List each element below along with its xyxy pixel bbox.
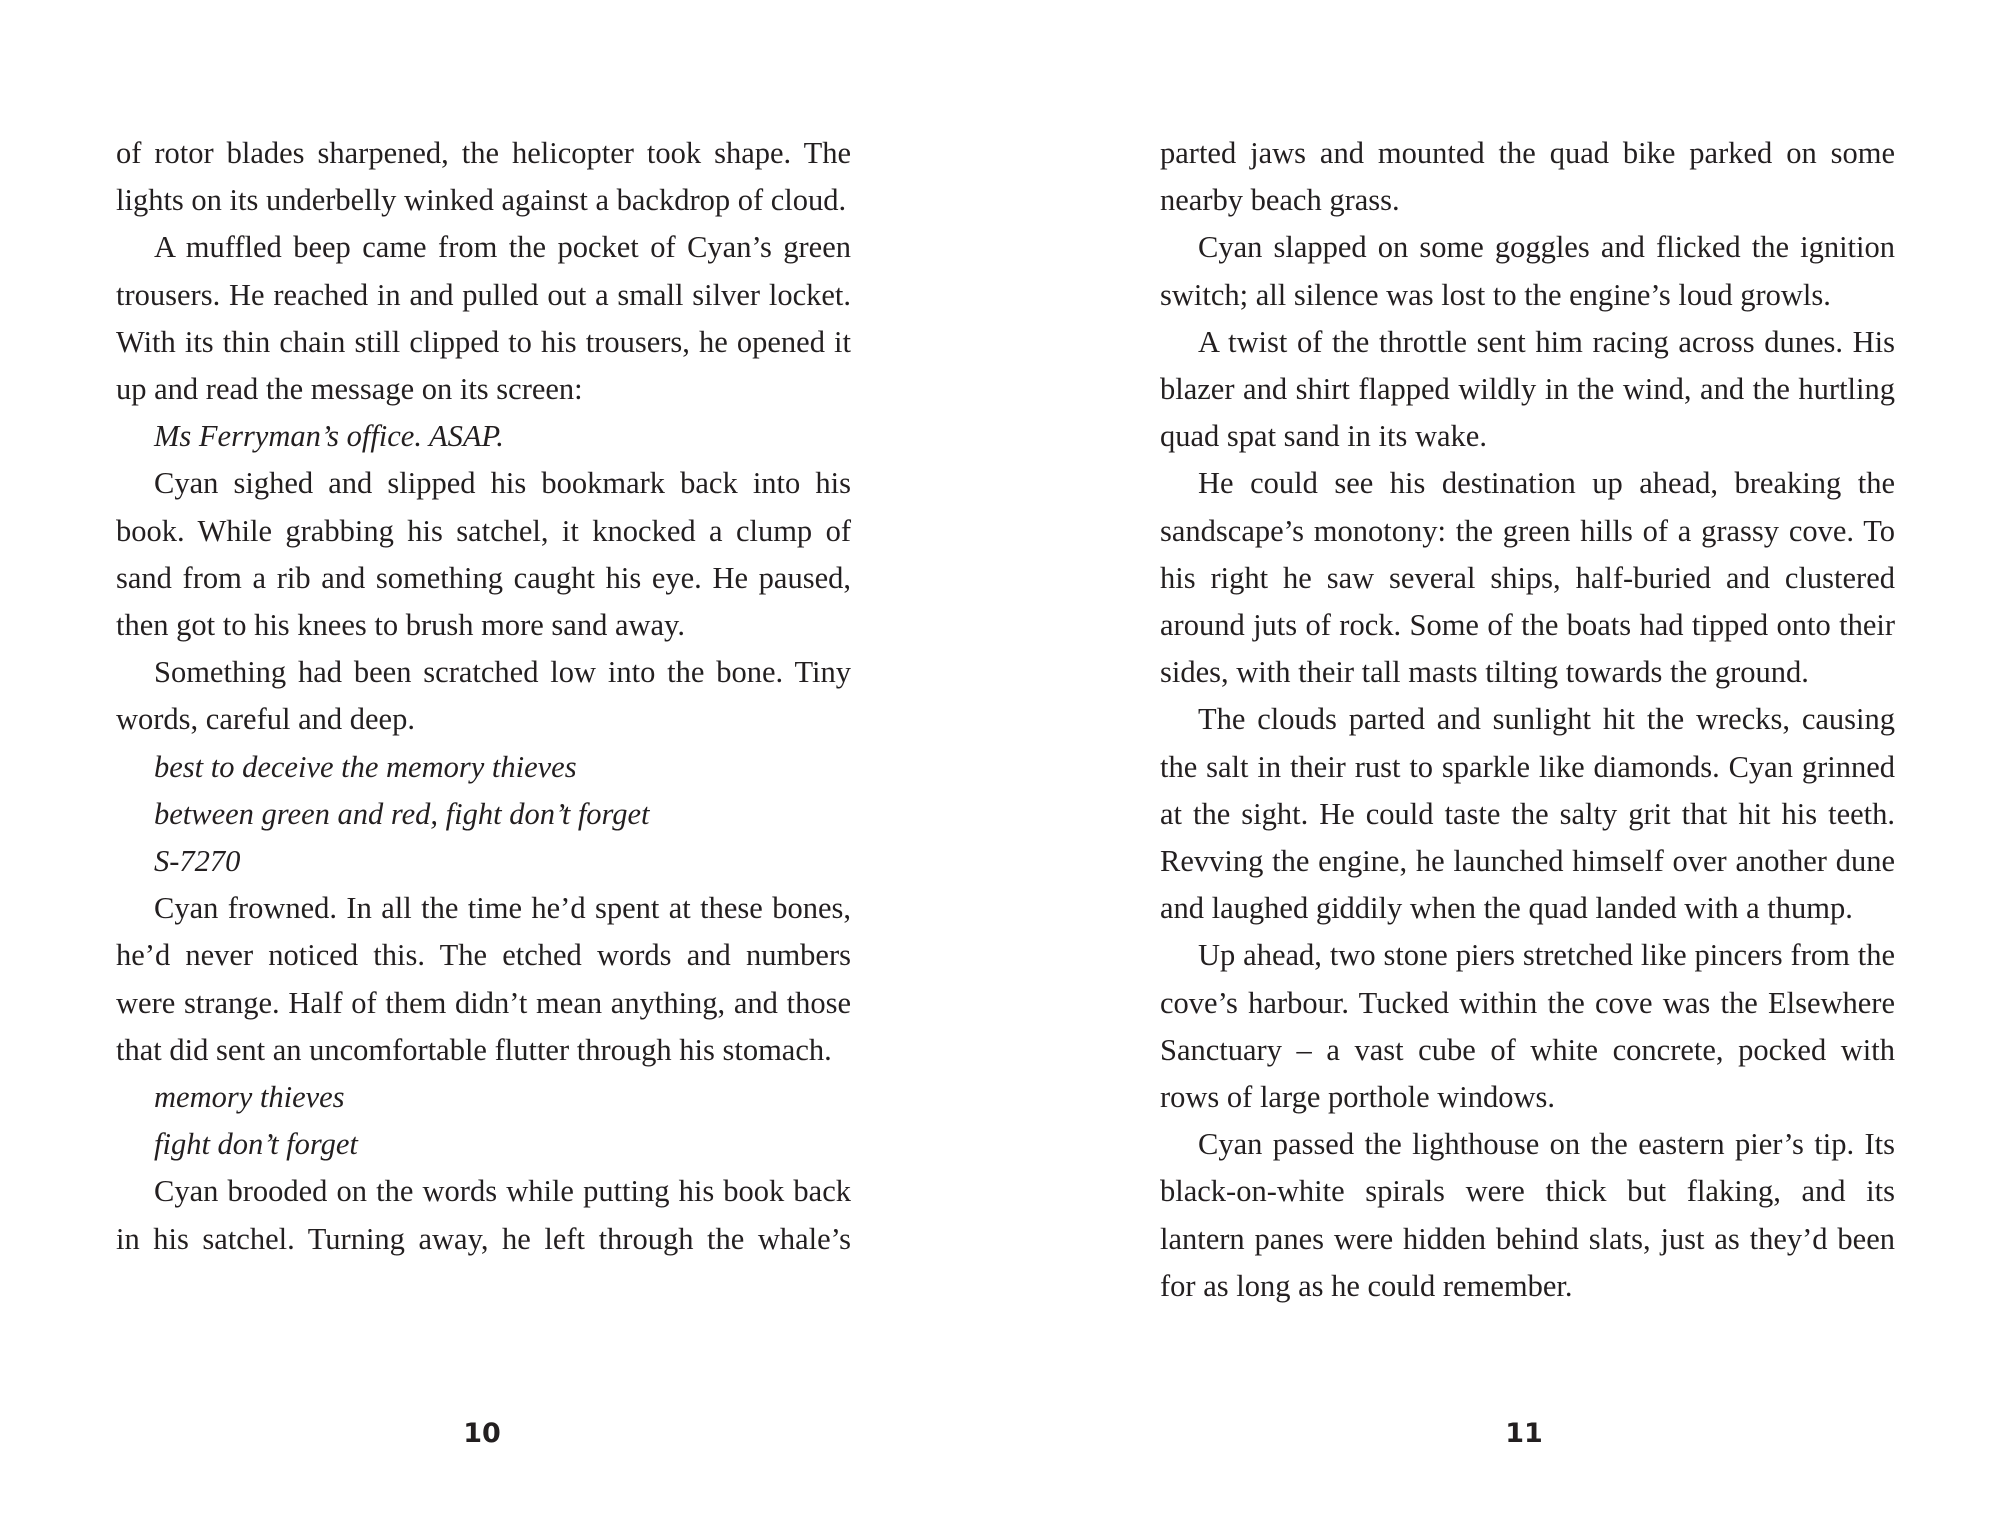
paragraph: Cyan passed the lighthouse on the eastern pier’s tip. Its black-on-white spirals were thick but flaking, and its lantern panes were hidden behind slats, just as they’d been for as long as he could remember. (1160, 1127, 1895, 1303)
italic-message: Ms Ferryman’s office. ASAP. (154, 419, 504, 454)
paragraph: Cyan brooded on the words while putting his book back in his satchel. Turning away, he left through the whale’s (116, 1174, 851, 1256)
paragraph: Cyan slapped on some goggles and flicked the ignition switch; all silence was lost to the engine’s loud growls. (1160, 230, 1895, 312)
right-page (1000, 0, 2000, 1524)
italic-inscription: best to deceive the memory thieves (154, 749, 577, 784)
page-number: 10 (463, 1418, 501, 1449)
paragraph: of rotor blades sharpened, the helicopter took shape. The lights on its underbelly winked against a backdrop of cloud. (116, 136, 851, 218)
paragraph: The clouds parted and sunlight hit the wrecks, causing the salt in their rust to sparkle like diamonds. Cyan grinned at the sight. He could taste the salty grit that hit his teeth. Revving the engine, he launched himself over another dune and laughed giddily when the quad landed with a thump. (1160, 702, 1895, 926)
italic-inscription: memory thieves (154, 1080, 345, 1115)
paragraph: A muffled beep came from the pocket of Cyan’s green trousers. He reached in and pulled out a small silver locket. With its thin chain still clipped to his trousers, he opened it up and read the message on its screen: (116, 230, 851, 407)
paragraph: Cyan sighed and slipped his bookmark back into his book. While grabbing his satchel, it knocked a clump of sand from a rib and something caught his eye. He paused, then got to his knees to brush more sand away. (116, 466, 851, 643)
paragraph: A twist of the throttle sent him racing across dunes. His blazer and shirt flapped wildly in the wind, and the hurtling quad spat sand in its wake. (1160, 324, 1895, 454)
page-number: 11 (1505, 1418, 1543, 1449)
left-page-text (116, 130, 851, 1263)
paragraph: parted jaws and mounted the quad bike parked on some nearby beach grass. (1160, 136, 1895, 218)
right-page-text (1160, 130, 1895, 1310)
italic-inscription: between green and red, fight don’t forget (154, 796, 650, 831)
italic-inscription: S-7270 (154, 844, 241, 879)
paragraph: Cyan frowned. In all the time he’d spent at these bones, he’d never noticed this. The etched words and numbers were strange. Half of them didn’t mean anything, and those that did sent an uncomfortable flutter through his stomach. (116, 891, 851, 1067)
paragraph: He could see his destination up ahead, breaking the sandscape’s monotony: the green hills of a grassy cove. To his right he saw several ships, half-buried and clustered around juts of rock. Some of the boats had tipped onto their sides, with their tall masts tilting towards the ground. (1160, 466, 1895, 690)
paragraph: Up ahead, two stone piers stretched like pincers from the cove’s harbour. Tucked within the cove was the Elsewhere Sanctuary – a vast cube of white concrete, pocked with rows of large porthole windows. (1160, 938, 1895, 1115)
paragraph: Something had been scratched low into the bone. Tiny words, careful and deep. (116, 655, 851, 737)
italic-inscription: fight don’t forget (154, 1127, 358, 1162)
